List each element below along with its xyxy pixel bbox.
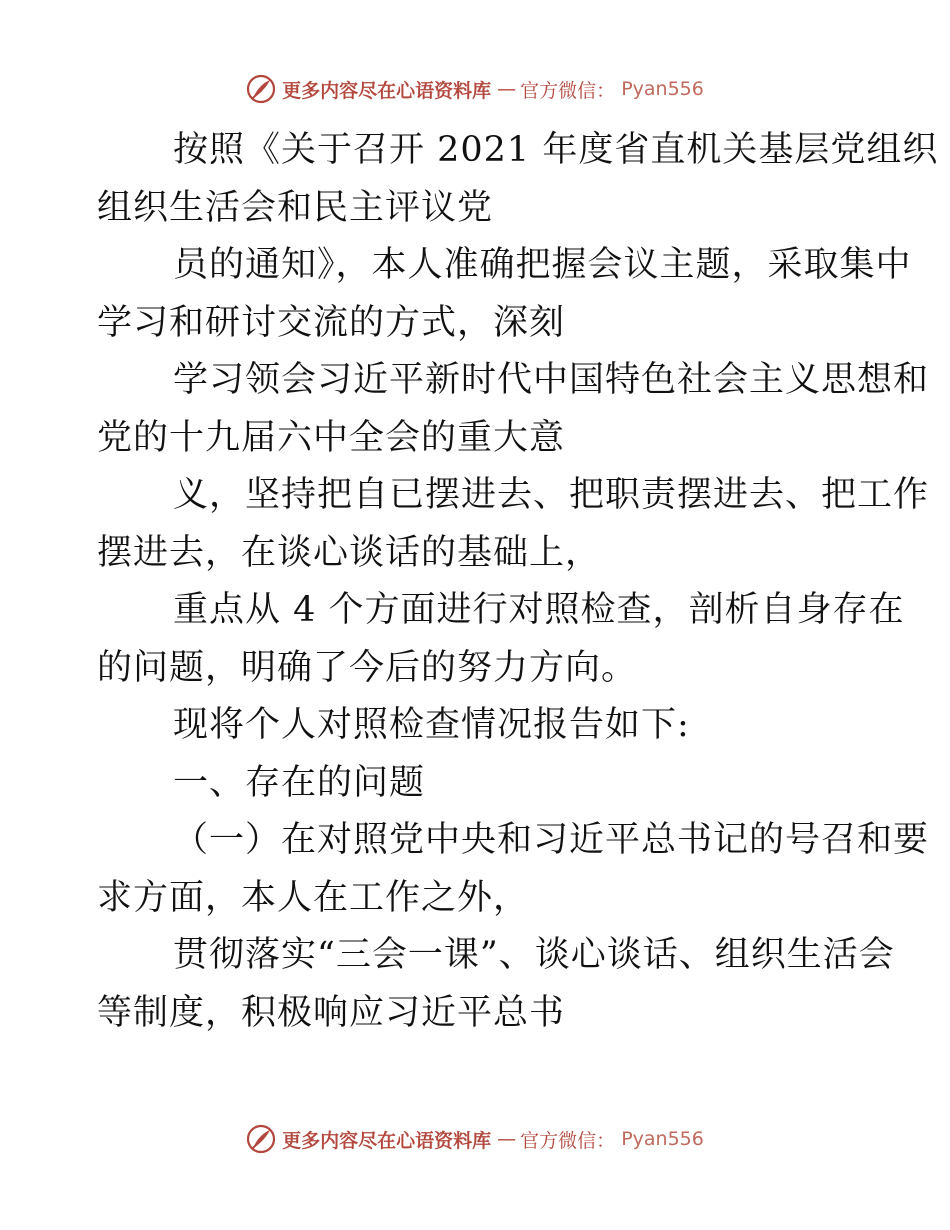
watermark-official: 官方微信：	[520, 1129, 616, 1152]
watermark-id: Pyan556	[621, 78, 704, 100]
section-heading	[97, 755, 857, 813]
watermark-brand: 更多内容尽在心语资料库	[282, 79, 492, 102]
line: 求方面，本人在工作之外，	[97, 877, 530, 918]
line: 按照《关于召开 2021 年度省直机关基层党组织	[173, 130, 939, 170]
quill-logo-icon	[246, 74, 276, 104]
watermark-brand: 更多内容尽在心语资料库	[282, 1129, 492, 1152]
line: （一）在对照党中央和习近平总书记的号召和要	[173, 820, 930, 860]
line: 一、存在的问题	[173, 762, 426, 803]
text-line-2	[97, 237, 912, 352]
line: 的问题，明确了今后的努力方向。	[97, 647, 638, 688]
document-body	[97, 122, 939, 1042]
text-line-5	[97, 582, 905, 697]
line: 党的十九届六中全会的重大意	[97, 417, 566, 458]
line: 员的通知》，本人准确把握会议主题，采取集中	[173, 245, 912, 285]
watermark-footer	[0, 1124, 950, 1154]
watermark-id: Pyan556	[621, 1128, 704, 1150]
line: 现将个人对照检查情况报告如下:	[173, 705, 690, 745]
line: 贯彻落实“三会一课”、谈心谈话、组织生活会	[173, 935, 895, 975]
text-line-1	[97, 122, 939, 237]
line: 学习领会习近平新时代中国特色社会主义思想和	[173, 360, 930, 400]
text-line-3	[97, 352, 930, 467]
line: 组织生活会和民主评议党	[97, 187, 494, 228]
quill-logo-icon	[246, 1124, 276, 1154]
line: 摆进去，在谈心谈话的基础上，	[97, 532, 602, 573]
watermark-header	[0, 74, 950, 104]
text-line-7	[97, 812, 930, 927]
line: 等制度，积极响应习近平总书	[97, 992, 566, 1033]
watermark-dash: —	[497, 1128, 515, 1150]
watermark-dash: —	[497, 78, 515, 100]
line: 学习和研讨交流的方式，深刻	[97, 302, 566, 343]
line: 义，坚持把自已摆进去、把职责摆进去、把工作	[173, 475, 930, 515]
text-line-4	[97, 467, 930, 582]
text-line-8	[97, 927, 895, 1042]
text-line-6	[97, 697, 857, 755]
watermark-official: 官方微信：	[520, 79, 616, 102]
line: 重点从 4 个方面进行对照检查，剖析自身存在	[173, 590, 905, 630]
